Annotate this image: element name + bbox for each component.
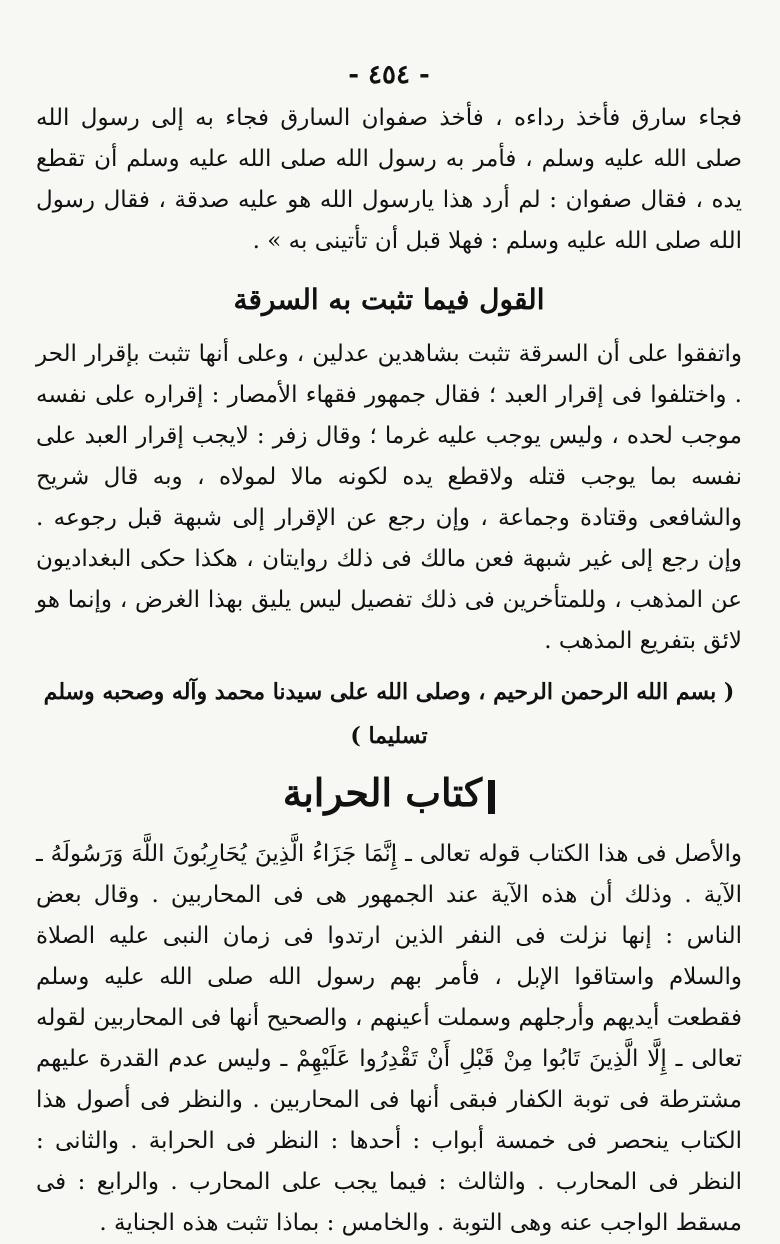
section-heading-theft-proof: القول فيما تثبت به السرقة (233, 283, 545, 316)
paragraph-hadith-safwan: فجاء سارق فأخذ رداءه ، فأخذ صفوان السارق فجاء به إلى رسول الله صلى الله عليه وسلم ، فأمر به رسول الله صلى الله عليه وسلم أن تقطع يده ، فقال صفوان : لم أرد هذا يارسول الله هو عليه صدقة ، فقال رسول الله صلى الله عليه وسلم : فهلا قبل أن تأتينى به » . (36, 105, 742, 254)
basmala: ( بسم الله الرحمن الرحيم ، وصلى الله على سيدنا محمد وآله وصحبه وسلم تسليما ) (43, 679, 735, 749)
paragraph-hiraba-intro: والأصل فى هذا الكتاب قوله تعالى ـ إِنَّمَا جَزَاءُ الَّذِينَ يُحَارِبُونَ اللَّهَ وَرَسُولَهُ ـ الآية . وذلك أن هذه الآية عند الجمهور هى فى المحاربين . وقال بعض الناس : إنها نزلت فى النفر الذين ارتدوا فى زمان النبى عليه الصلاة والسلام واستاقوا الإبل ، فأمر بهم رسول الله صلى الله عليه وسلم فقطعت أيديهم وأرجلهم وسملت أعينهم ، والصحيح أنها فى المحاربين لقوله تعالى ـ إِلَّا الَّذِينَ تَابُوا مِنْ قَبْلِ أَنْ تَقْدِرُوا عَلَيْهِمْ ـ وليس عدم القدرة عليهم مشترطة فى توبة الكفار فبقى أنها فى المحاربين . والنظر فى أصول هذا الكتاب ينحصر فى خمسة أبواب : أحدها : النظر فى الحرابة . والثانى : النظر فى المحارب . والثالث : فيما يجب على المحارب . والرابع : فى مسقط الواجب عنه وهى التوبة . والخامس : بماذا تثبت هذه الجناية . (36, 841, 742, 1236)
title-ornament-mark (488, 780, 495, 814)
page-number: - ٤٥٤ - (348, 60, 430, 90)
book-title-text: كتاب الحرابة (282, 770, 483, 815)
paragraph-theft-proof: واتفقوا على أن السرقة تثبت بشاهدين عدلين ، وعلى أنها تثبت بإقرار الحر . واختلفوا فى إقرار العبد ؛ فقال جمهور فقهاء الأمصار : إقراره على نفسه موجب لحده ، وليس يوجب عليه غرما ؛ وقال زفر : لايجب إقرار العبد على نفسه بما يوجب قتله ولاقطع يده لكونه مالا لمولاه ، وبه قال شريح والشافعى وقتادة وجماعة ، وإن رجع عن الإقرار إلى شبهة قبل رجوعه . وإن رجع إلى غير شبهة فعن مالك فى ذلك روايتان ، هكذا حكى البغداديون عن المذهب ، وللمتأخرين فى ذلك تفصيل ليس يليق بهذا الغرض ، وإنما هو لائق بتفريع المذهب . (36, 341, 742, 654)
book-title (36, 758, 742, 828)
